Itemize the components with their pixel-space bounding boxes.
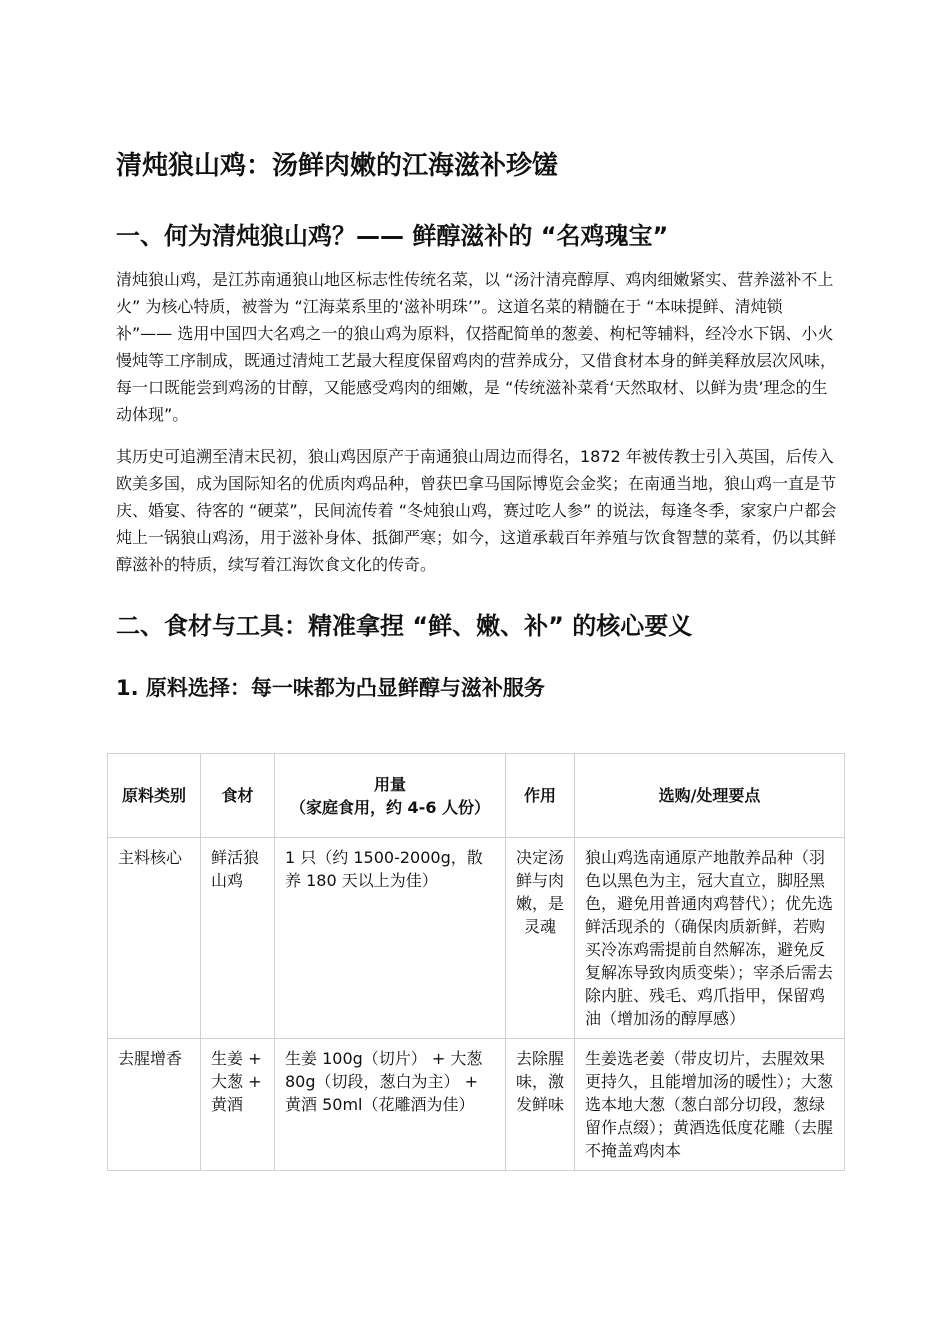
header-amount — [275, 754, 506, 838]
header-amount-line-1: 用量 — [373, 774, 406, 794]
section-1-heading: 一、何为清炖狼山鸡？—— 鲜醇滋补的 “名鸡瑰宝” — [116, 222, 669, 250]
section-1-paragraph-2: 其历史可追溯至清末民初，狼山鸡因原产于南通狼山周边而得名，1872 年被传教士引入英国，后传入欧美多国，成为国际知名的优质肉鸡品种，曾获巴拿马国际博览会金奖；在南通当地，狼山鸡一直是节庆、婚宴、待客的 “硬菜”，民间流传着 “冬炖狼山鸡，赛过吃人参” 的说法，每逢冬季，家家户户都会炖上一锅狼山鸡汤，用于滋补身体、抵御严寒；如今，这道承载百年养殖与饮食智慧的菜肴，仍以其鲜醇滋补的特质，续写着江海饮食文化的传奇。 — [116, 447, 837, 574]
header-amount-line-2: （家庭食用，约 4-6 人份） — [289, 797, 491, 817]
table-row — [108, 1039, 845, 1171]
cell-amount: 生姜 100g（切片） + 大葱 80g（切段，葱白为主） + 黄酒 50ml（花雕酒为佳） — [275, 1039, 506, 1171]
table-header-row — [108, 754, 845, 838]
cell-tips: 生姜选老姜（带皮切片，去腥效果更持久，且能增加汤的暖性）；大葱选本地大葱（葱白部分切段，葱绿留作点缀）；黄酒选低度花雕（去腥不掩盖鸡肉本 — [575, 1039, 845, 1171]
section-2-heading: 二、食材与工具：精准拿捏 “鲜、嫩、补” 的核心要义 — [116, 612, 693, 640]
table-row — [108, 838, 845, 1039]
cell-amount: 1 只（约 1500-2000g，散养 180 天以上为佳） — [275, 838, 506, 1039]
cell-tips: 狼山鸡选南通原产地散养品种（羽色以黑色为主，冠大直立，脚胫黑色，避免用普通肉鸡替代）；优先选鲜活现杀的（确保肉质新鲜，若购买冷冻鸡需提前自然解冻，避免反复解冻导致肉质变柴）；宰杀后需去除内脏、残毛、鸡爪指甲，保留鸡油（增加汤的醇厚感） — [575, 838, 845, 1039]
cell-food: 生姜 + 大葱 + 黄酒 — [201, 1039, 275, 1171]
header-category: 原料类别 — [108, 754, 201, 838]
ingredients-table — [107, 753, 845, 1171]
cell-food: 鲜活狼山鸡 — [201, 838, 275, 1039]
header-tips: 选购/处理要点 — [575, 754, 845, 838]
header-food: 食材 — [201, 754, 275, 838]
section-2-subheading-1: 1. 原料选择：每一味都为凸显鲜醇与滋补服务 — [116, 676, 545, 700]
cell-category: 主料核心 — [108, 838, 201, 1039]
cell-category: 去腥增香 — [108, 1039, 201, 1171]
section-1-paragraph-1: 清炖狼山鸡，是江苏南通狼山地区标志性传统名菜，以 “汤汁清亮醇厚、鸡肉细嫩紧实、营养滋补不上火” 为核心特质，被誉为 “江海菜系里的‘滋补明珠’”。这道名菜的精髓在于 “本味提鲜、清炖锁补”—— 选用中国四大名鸡之一的狼山鸡为原料，仅搭配简单的葱姜、枸杞等辅料，经冷水下锅、小火慢炖等工序制成，既通过清炖工艺最大程度保留鸡肉的营养成分，又借食材本身的鲜美释放层次风味，每一口既能尝到鸡汤的甘醇，又能感受鸡肉的细嫩，是 “传统滋补菜肴‘天然取材、以鲜为贵’理念的生动体现”。 — [116, 270, 837, 424]
cell-role: 决定汤鲜与肉嫩，是灵魂 — [506, 838, 575, 1039]
header-role: 作用 — [506, 754, 575, 838]
cell-role: 去除腥味，激发鲜味 — [506, 1039, 575, 1171]
page-title: 清炖狼山鸡：汤鲜肉嫩的江海滋补珍馐 — [116, 151, 559, 181]
